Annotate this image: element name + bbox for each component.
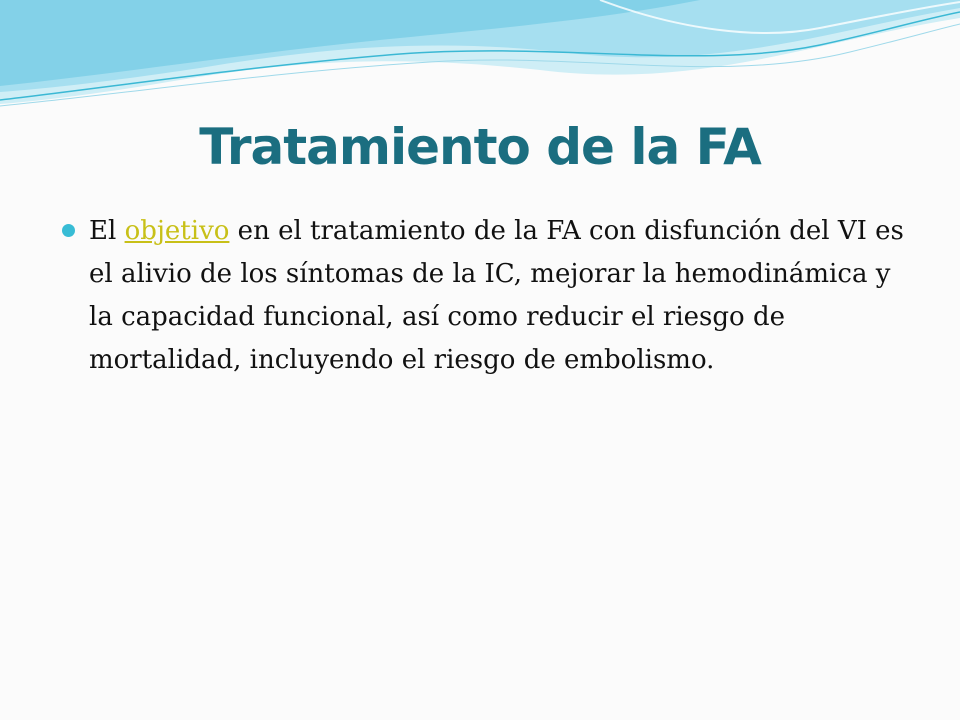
bullet-text bbox=[89, 210, 912, 382]
slide-title: Tratamiento de la FA bbox=[199, 118, 761, 176]
bullet-dot-icon bbox=[62, 224, 75, 237]
header-wave-decoration bbox=[0, 0, 960, 120]
bullet-text-before: El bbox=[89, 216, 125, 246]
objetivo-link[interactable]: objetivo bbox=[124, 216, 230, 246]
bullet-text-after: en el tratamiento de la FA con disfunción del VI es el alivio de los síntomas de la IC, mejorar la hemodinámica y la capacidad funcional, así como reducir el riesgo de mortalidad, incluyendo el riesgo de embolismo. bbox=[89, 216, 904, 375]
bullet-item bbox=[62, 210, 912, 382]
